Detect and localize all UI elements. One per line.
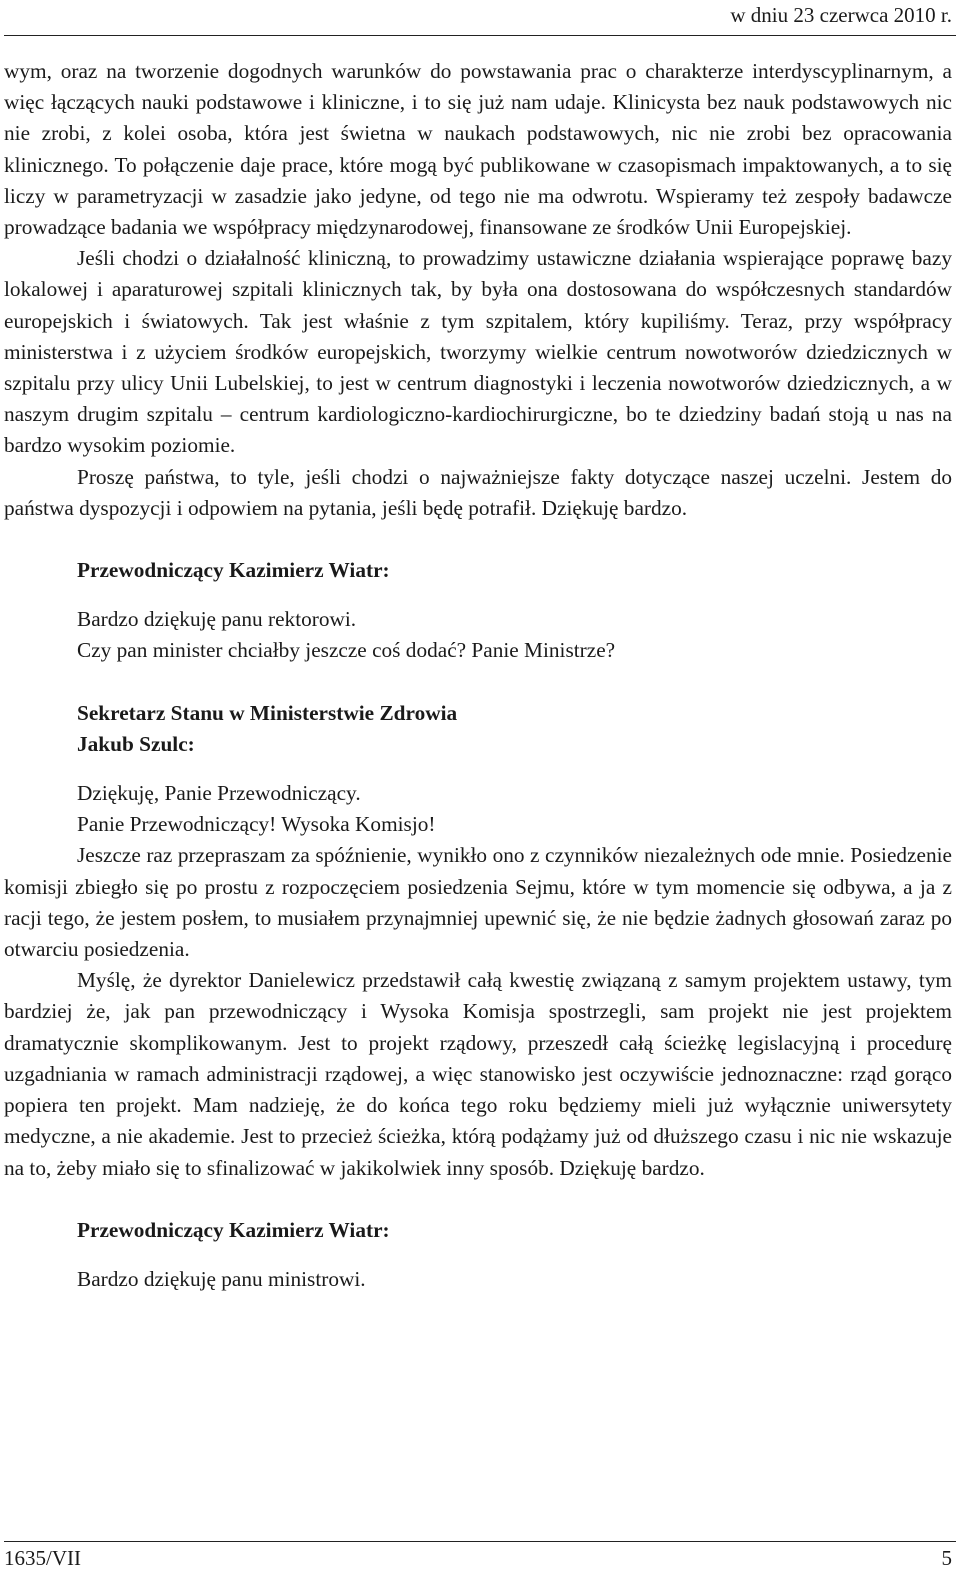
- header-rule: [4, 35, 956, 36]
- footer-rule: [4, 1541, 956, 1542]
- paragraph-apology: Jeszcze raz przepraszam za spóźnienie, wynikło ono z czynników niezależnych ode mnie. Posiedzenie komisji zbiegło się po prostu z rozpoczęciem posiedzenia Sejmu, które w tym momencie się odbywa, a ja z racji tego, że jestem posłem, to musiałem przynajmniej upewnić się, że nie będzie żadnych głosowań zaraz po otwarciu posiedzenia.: [4, 843, 952, 962]
- footer-document-id: 1635/VII: [4, 1546, 81, 1570]
- paragraph-thanks-minister: Bardzo dziękuję panu ministrowi.: [77, 1266, 366, 1291]
- paragraph-closing-remarks: Proszę państwa, to tyle, jeśli chodzi o najważniejsze fakty dotyczące naszej uczelni. Jestem do państwa dyspozycji i odpowiem na pytania, jeśli będę potrafił. Dziękuję bardzo.: [4, 464, 952, 520]
- speaker-chairman: Przewodniczący Kazimierz Wiatr:: [77, 558, 390, 583]
- speaker-chairman-2: Przewodniczący Kazimierz Wiatr:: [77, 1217, 390, 1242]
- page-header-date: w dniu 23 czerwca 2010 r.: [730, 3, 952, 27]
- speaker-secretary-title: Sekretarz Stanu w Ministerstwie Zdrowia: [77, 700, 458, 725]
- paragraph-clinical-activity: Jeśli chodzi o działalność kliniczną, to prowadzimy ustawiczne działania wspierające poprawę bazy lokalowej i aparaturowej szpitali klinicznych tak, by była ona dostosowana do współczesnych standardów europejskich i światowych. Tak jest właśnie z tym szpitalem, który kupiliśmy. Teraz, przy współpracy ministerstwa i z użyciem środków europejskich, tworzymy wielkie centrum nowotworów dziedzicznych w szpitalu przy ulicy Unii Lubelskiej, to jest w centrum diagnostyki i leczenia nowotworów dziedzicznych, a w naszym drugim szpitalu – centrum kardiologiczno-kardiochirurgiczne, bo te dziedziny badań stoją u nas na bardzo wysokim poziomie.: [4, 246, 952, 458]
- transcript-body: [4, 56, 952, 1295]
- paragraph-thanks-chairman: Dziękuję, Panie Przewodniczący.: [77, 781, 361, 806]
- paragraph-continued: wym, oraz na tworzenie dogodnych warunków do powstawania prac o charakterze interdyscyplinarnym, a więc łączących nauki podstawowe i kliniczne, i to się już nam udaje. Klinicysta bez nauk podstawowych nic nie zrobi, z kolei osoba, która jest świetna w naukach podstawowych, nic nie zrobi bez opracowania klinicznego. To połączenie daje prace, które mogą być publikowane w czasopismach impaktowanych, a to się liczy w parametryzacji w zasadzie jako jedyne, od tego nie ma odwrotu. Wspieramy też zespoły badawcze prowadzące badania we współpracy międzynarodowej, finansowane ze środków Unii Europejskiej.: [4, 59, 952, 240]
- paragraph-greeting: Panie Przewodniczący! Wysoka Komisjo!: [77, 812, 436, 837]
- paragraph-question-minister: Czy pan minister chciałby jeszcze coś dodać? Panie Ministrze?: [77, 638, 616, 663]
- footer-page-number: 5: [941, 1546, 952, 1570]
- speaker-secretary-name: Jakub Szulc:: [77, 731, 195, 756]
- paragraph-project-statement: Myślę, że dyrektor Danielewicz przedstawił całą kwestię związaną z samym projektem ustawy, tym bardziej że, jak pan przewodniczący i Wysoka Komisja spostrzegli, sam projekt nie jest projektem dramatycznie skomplikowanym. Jest to projekt rządowy, przeszedł całą ścieżkę legislacyjną i procedurę uzgadniania w ramach administracji rządowej, a więc stanowisko jest oczywiście jednoznaczne: rząd gorąco popiera ten projekt. Mam nadzieję, że do końca tego roku będziemy mieli już wyłącznie uniwersytety medyczne, a nie akademie. Jest to przecież ścieżka, którą podążamy już od dłuższego czasu i nic nie wskazuje na to, żeby miało się to sfinalizować w jakikolwiek inny sposób. Dziękuję bardzo.: [4, 968, 952, 1180]
- paragraph-thanks-rector: Bardzo dziękuję panu rektorowi.: [77, 607, 357, 632]
